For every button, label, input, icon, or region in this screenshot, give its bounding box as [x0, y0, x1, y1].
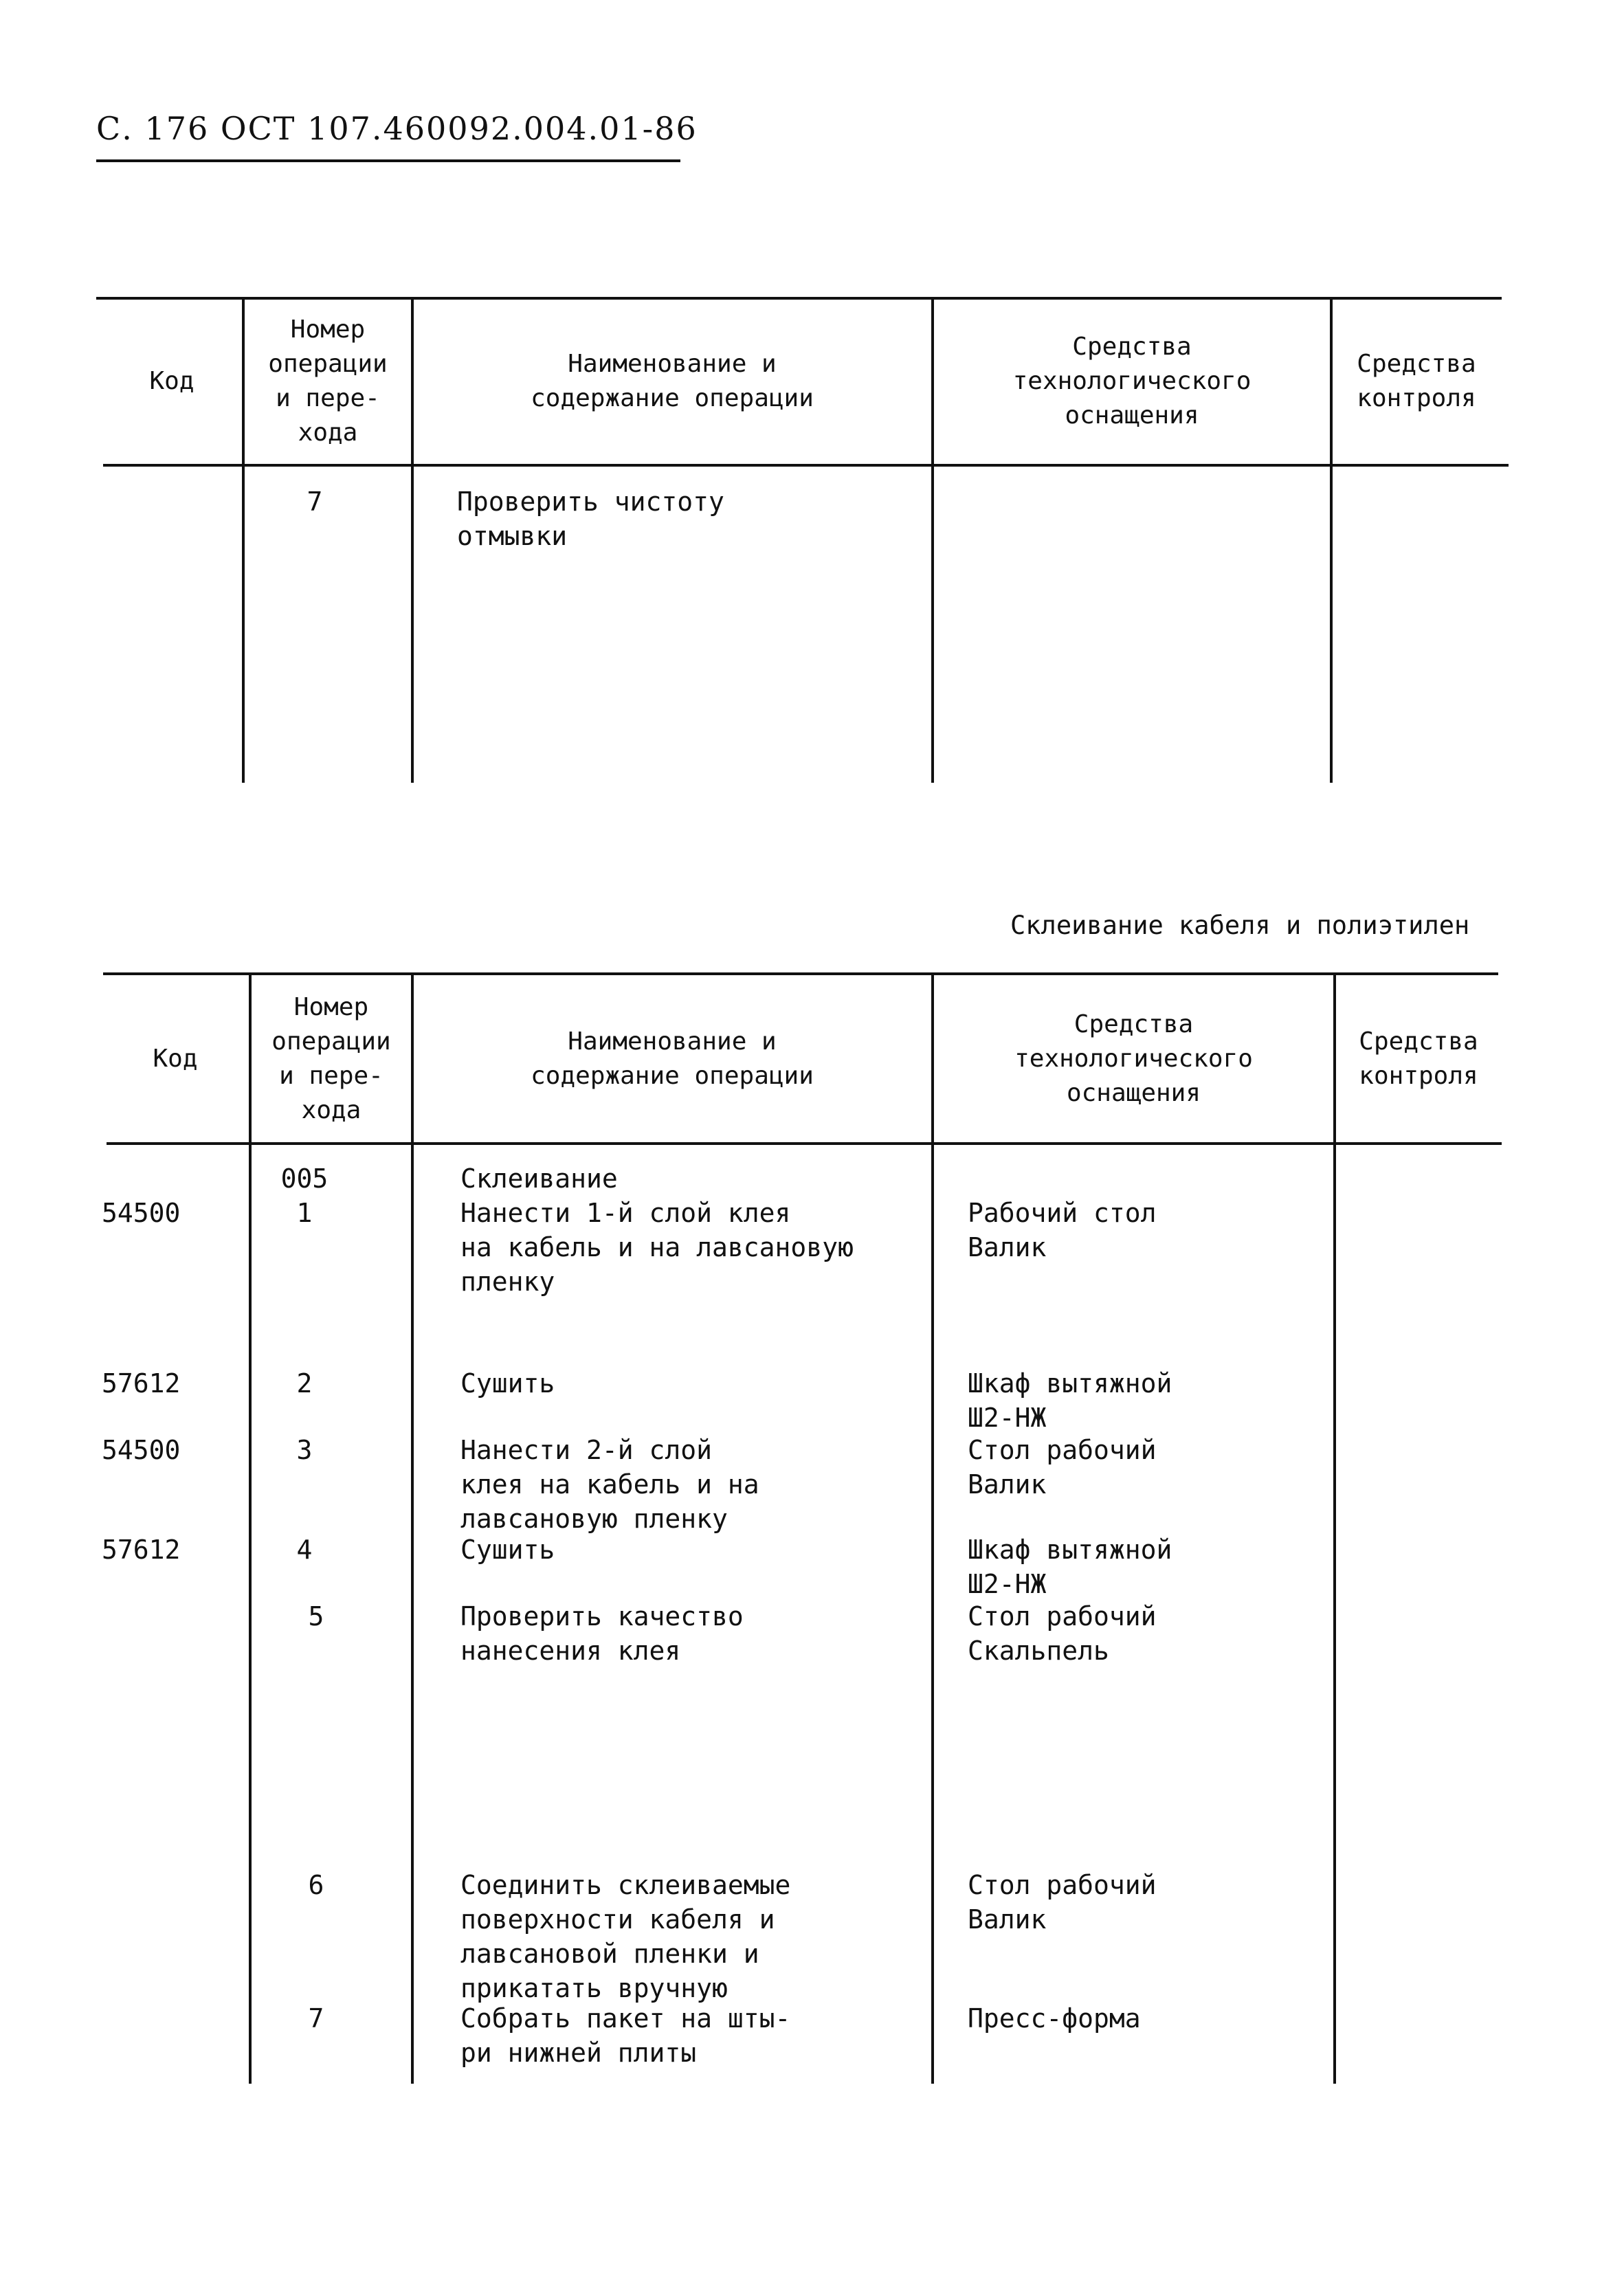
op-number-cell: 3: [296, 1435, 313, 1465]
table1-header-rule: [103, 464, 1509, 467]
code-cell: 54500: [102, 1198, 181, 1228]
table2-header-code: Код: [153, 1045, 198, 1073]
table1-col-divider: [931, 298, 934, 783]
table2-header-op-number: Номер операции и пере- хода: [271, 993, 391, 1124]
op-number-cell: 1: [296, 1198, 313, 1228]
op-name-cell: Нанести 2-й слой клея на кабель и на лавсановую пленку: [460, 1435, 759, 1534]
table1-col-divider: [1330, 298, 1333, 783]
code-cell: 57612: [102, 1535, 181, 1565]
op-name-cell: Проверить качество нанесения клея: [460, 1601, 744, 1666]
page-header: С. 176 ОСТ 107.460092.004.01-86: [96, 110, 698, 147]
table2-header-tech-equipment: Средства технологического оснащения: [1014, 1010, 1253, 1107]
op-number-cell: 7: [307, 487, 323, 517]
table1-header-code: Код: [149, 367, 194, 395]
op-number-cell: 6: [308, 1870, 324, 1900]
equipment-cell: Пресс-форма: [968, 2003, 1141, 2034]
table2-col-divider: [411, 974, 414, 2084]
table1-header-tech-equipment: Средства технологического оснащения: [1012, 333, 1252, 430]
table1-col-divider: [411, 298, 414, 783]
op-name-cell: Собрать пакет на шты- ри нижней плиты: [460, 2003, 791, 2068]
equipment-cell: Стол рабочий Валик: [968, 1435, 1157, 1500]
table1-col-divider: [242, 298, 245, 783]
code-cell: 54500: [102, 1435, 181, 1465]
table2-header-op-name: Наименование и содержание операции: [531, 1027, 814, 1090]
table2-header-control: Средства контроля: [1359, 1027, 1478, 1090]
table2-col-divider: [1333, 974, 1336, 2084]
op-name-cell: Сушить: [460, 1535, 555, 1565]
equipment-cell: Шкаф вытяжной Ш2-НЖ: [968, 1368, 1172, 1433]
equipment-cell: Стол рабочий Скальпель: [968, 1601, 1157, 1666]
table2-col-divider: [931, 974, 934, 2084]
table1-header-control: Средства контроля: [1357, 350, 1476, 412]
op-number-cell: 005: [280, 1163, 329, 1194]
table1-header-op-name: Наименование и содержание операции: [531, 350, 814, 412]
equipment-cell: Рабочий стол Валик: [968, 1198, 1157, 1262]
op-name-cell: Сушить: [460, 1368, 555, 1399]
header-rule: [96, 159, 680, 162]
table2-col-divider: [249, 974, 252, 2084]
op-name-cell: Соединить склеиваемые поверхности кабеля и лавсановой пленки и прикатать вручную: [460, 1870, 791, 2003]
op-number-cell: 7: [308, 2003, 324, 2034]
table2-top-rule: [103, 972, 1498, 975]
op-number-cell: 5: [308, 1601, 324, 1631]
op-name-cell: Проверить чистоту отмывки: [457, 487, 724, 551]
equipment-cell: Стол рабочий Валик: [968, 1870, 1157, 1935]
op-name-cell: Нанести 1-й слой клея на кабель и на лавсановую пленку: [460, 1198, 854, 1297]
section-title: Склеивание кабеля и полиэтилен: [1010, 911, 1470, 940]
table2-header-rule: [107, 1142, 1502, 1145]
op-number-cell: 2: [296, 1368, 313, 1399]
op-name-cell: Склеивание: [460, 1163, 618, 1194]
table1-top-rule: [96, 297, 1502, 300]
op-number-cell: 4: [296, 1535, 313, 1565]
code-cell: 57612: [102, 1368, 181, 1399]
table1-header-op-number: Номер операции и пере- хода: [268, 315, 388, 447]
equipment-cell: Шкаф вытяжной Ш2-НЖ: [968, 1535, 1172, 1599]
